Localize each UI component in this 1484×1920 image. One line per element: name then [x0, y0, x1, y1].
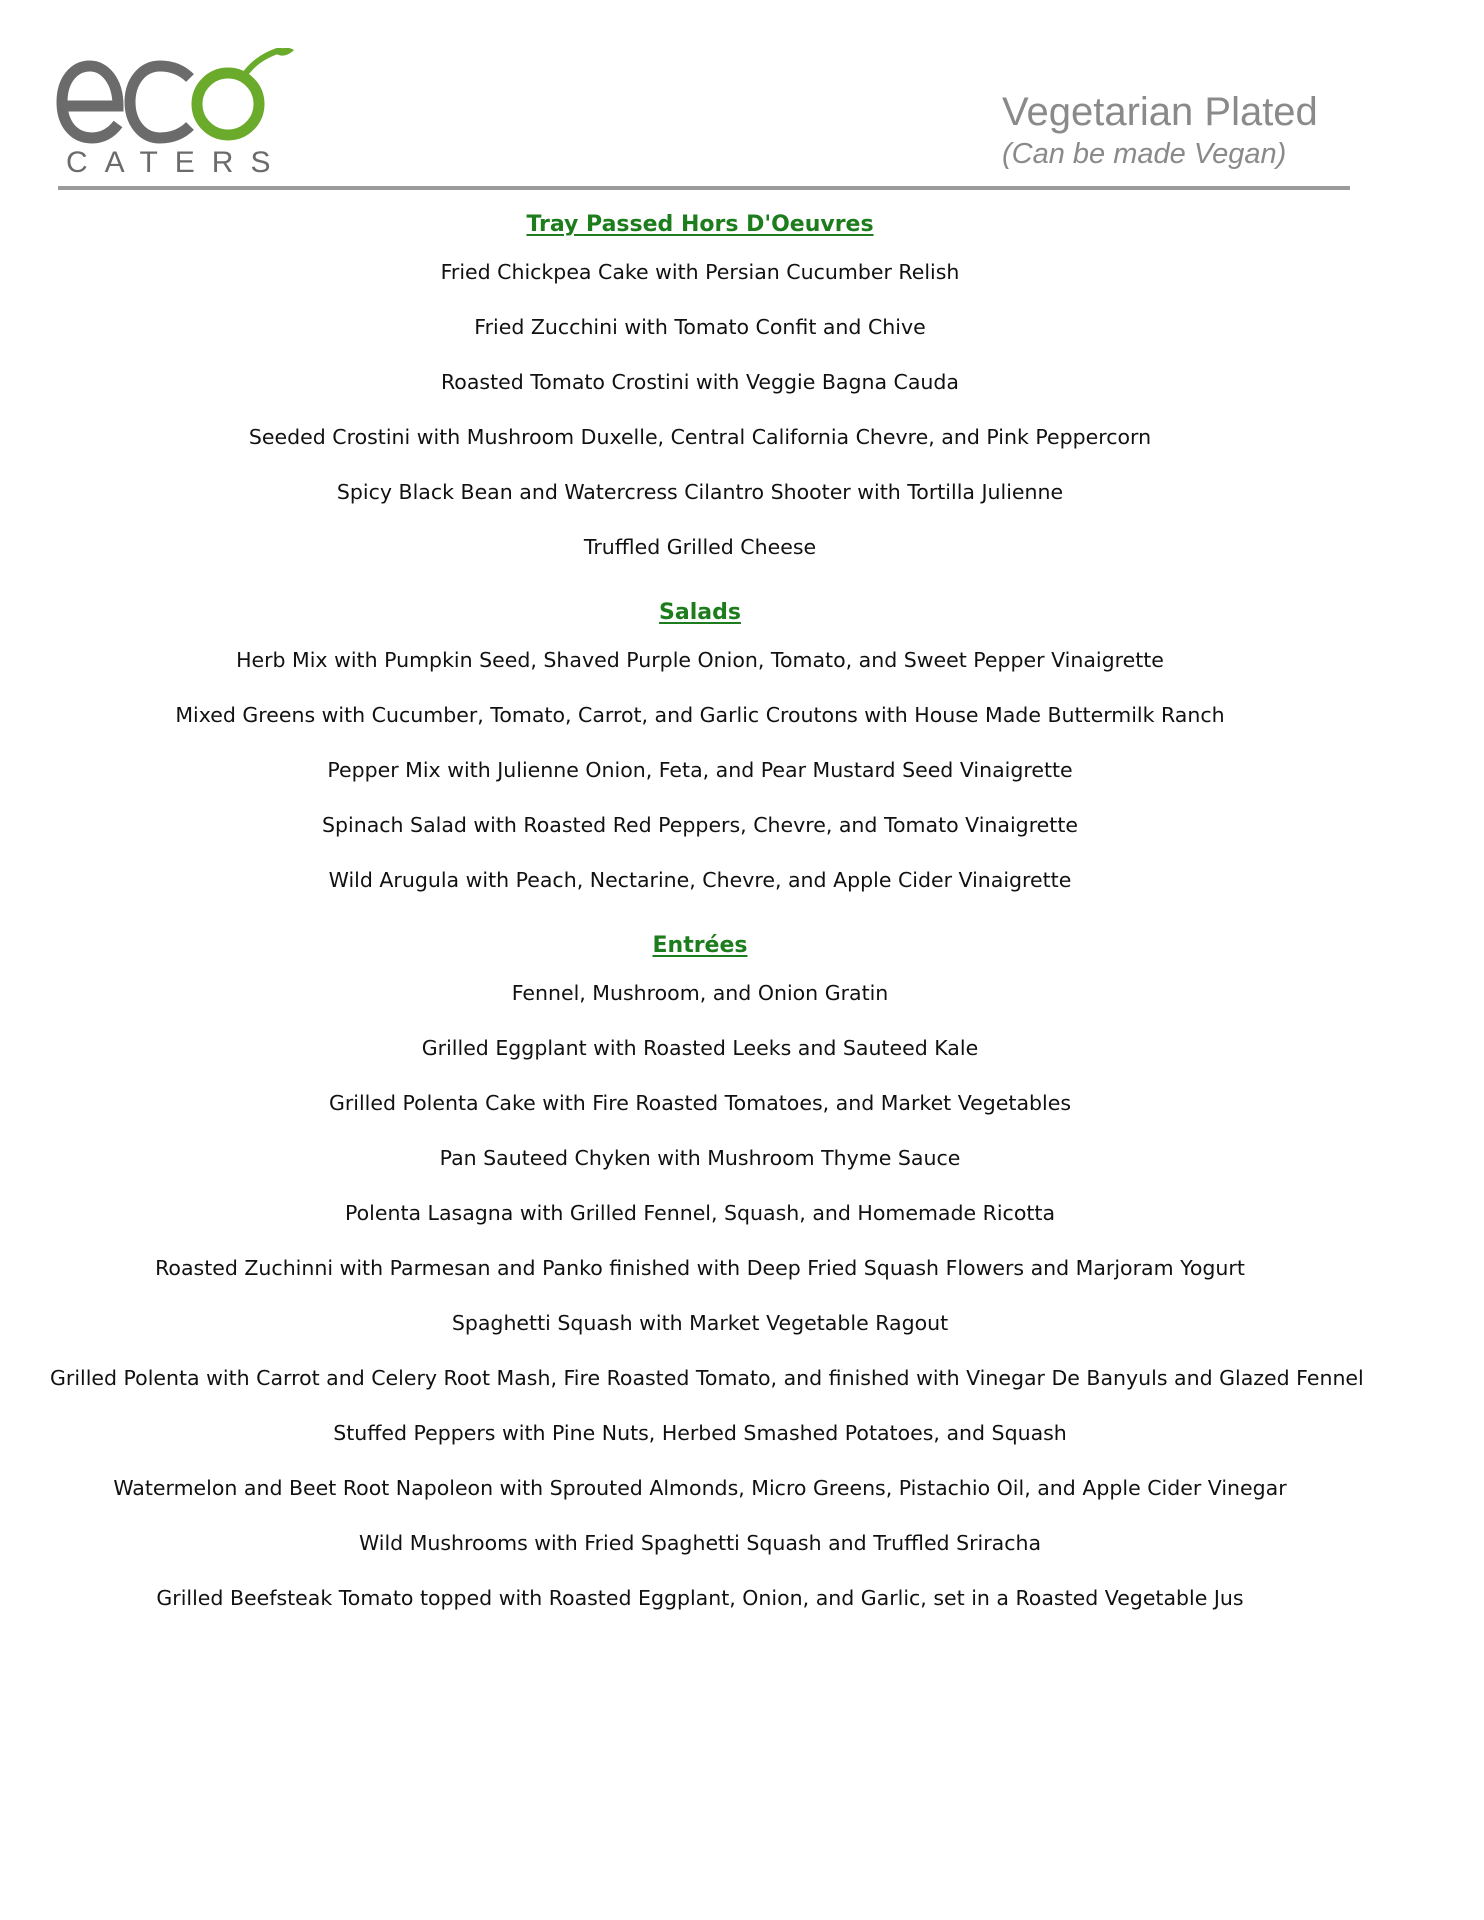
salads-list — [50, 633, 1350, 908]
menu-item: Roasted Tomato Crostini with Veggie Bagna Cauda — [440, 370, 959, 394]
menu-item: Spinach Salad with Roasted Red Peppers, Chevre, and Tomato Vinaigrette — [322, 813, 1078, 837]
menu-title: Vegetarian Plated — [1002, 90, 1318, 134]
entrees-list — [50, 966, 1364, 1626]
menu-header — [1002, 90, 1422, 172]
menu-item: Grilled Polenta with Carrot and Celery Root Mash, Fire Roasted Tomato, and finished with Vinegar De Banyuls and Glazed Fennel — [50, 1366, 1364, 1390]
menu-subtitle: (Can be made Vegan) — [1002, 138, 1287, 170]
hors-doeuvres-list — [50, 245, 1350, 575]
menu-item: Fried Chickpea Cake with Persian Cucumber Relish — [440, 260, 960, 284]
header-divider — [58, 186, 1350, 190]
eco-caters-logo — [56, 48, 316, 178]
logo-caters-text: CATERS — [66, 146, 288, 178]
menu-item: Truffled Grilled Cheese — [583, 535, 817, 559]
menu-item: Mixed Greens with Cucumber, Tomato, Carrot, and Garlic Croutons with House Made Buttermilk Ranch — [175, 703, 1225, 727]
menu-body — [50, 205, 1364, 1644]
section-title-entrees: Entrées — [652, 933, 748, 958]
menu-item: Fried Zucchini with Tomato Confit and Chive — [474, 315, 926, 339]
section-title-hors-doeuvres: Tray Passed Hors D'Oeuvres — [526, 212, 874, 237]
section-title-salads: Salads — [659, 600, 741, 625]
menu-item: Pan Sauteed Chyken with Mushroom Thyme Sauce — [439, 1146, 961, 1170]
menu-item: Polenta Lasagna with Grilled Fennel, Squash, and Homemade Ricotta — [344, 1201, 1056, 1225]
menu-item: Wild Mushrooms with Fried Spaghetti Squash and Truffled Sriracha — [358, 1531, 1042, 1555]
menu-item: Grilled Beefsteak Tomato topped with Roasted Eggplant, Onion, and Garlic, set in a Roasted Vegetable Jus — [156, 1586, 1244, 1610]
menu-item: Watermelon and Beet Root Napoleon with Sprouted Almonds, Micro Greens, Pistachio Oil, and Apple Cider Vinegar — [113, 1476, 1287, 1500]
menu-item: Pepper Mix with Julienne Onion, Feta, and Pear Mustard Seed Vinaigrette — [327, 758, 1073, 782]
menu-item: Grilled Eggplant with Roasted Leeks and Sauteed Kale — [421, 1036, 979, 1060]
menu-item: Seeded Crostini with Mushroom Duxelle, Central California Chevre, and Pink Peppercorn — [248, 425, 1152, 449]
menu-item: Spaghetti Squash with Market Vegetable Ragout — [451, 1311, 949, 1335]
menu-item: Spicy Black Bean and Watercress Cilantro Shooter with Tortilla Julienne — [336, 480, 1064, 504]
menu-item: Grilled Polenta Cake with Fire Roasted Tomatoes, and Market Vegetables — [328, 1091, 1072, 1115]
menu-item: Fennel, Mushroom, and Onion Gratin — [511, 981, 889, 1005]
menu-item: Stuffed Peppers with Pine Nuts, Herbed Smashed Potatoes, and Squash — [333, 1421, 1067, 1445]
menu-item: Wild Arugula with Peach, Nectarine, Chevre, and Apple Cider Vinaigrette — [328, 868, 1072, 892]
menu-item: Herb Mix with Pumpkin Seed, Shaved Purple Onion, Tomato, and Sweet Pepper Vinaigrette — [236, 648, 1164, 672]
menu-item: Roasted Zuchinni with Parmesan and Panko finished with Deep Fried Squash Flowers and Marjoram Yogurt — [155, 1256, 1245, 1280]
